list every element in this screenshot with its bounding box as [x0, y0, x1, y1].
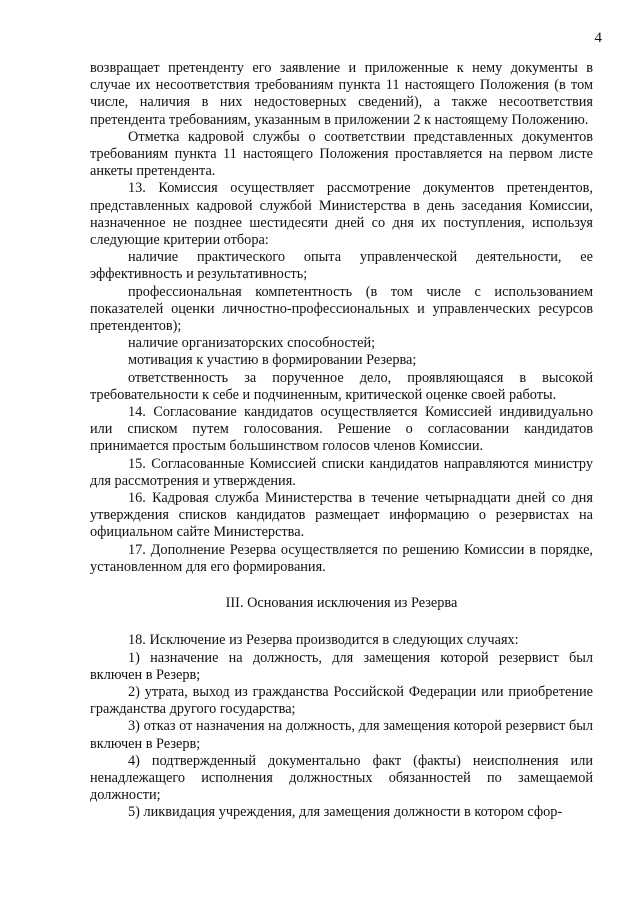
paragraph-15: 15. Согласованные Комиссией списки кандидатов направляются министру для рассмотрения и утверждения. — [90, 455, 593, 489]
page-number: 4 — [594, 30, 602, 46]
document-body — [90, 60, 593, 822]
exclusion-item-2: 2) утрата, выход из гражданства Российской Федерации или приобретение гражданства другого государства; — [90, 683, 593, 718]
exclusion-item-5: 5) ликвидация учреждения, для замещения должности в котором сфор- — [128, 804, 563, 821]
paragraph-returns-application: возвращает претенденту его заявление и приложенные к нему документы в случае их несоответствия требованиям пункта 11 настоящего Положения (в том числе, наличия в них недостоверных сведений), а также несоответствия претендента требованиям, указанным в приложении 2 к настоящему Положению. — [90, 60, 593, 128]
exclusion-item-1: 1) назначение на должность, для замещения которой резервист был включен в Резерв; — [90, 649, 593, 683]
paragraph-16: 16. Кадровая служба Министерства в течение четырнадцати дней со дня утверждения списков кандидатов размещает информацию о резервистах на официальном сайте Министерства. — [90, 490, 593, 541]
exclusion-item-3: 3) отказ от назначения на должность, для замещения которой резервист был включен в Резерв; — [90, 718, 593, 752]
criterion-organizational: наличие организаторских способностей; — [128, 335, 376, 352]
paragraph-hr-mark: Отметка кадровой службы о соответствии представленных документов требованиям пункта 11 настоящего Положения проставляется на первом листе анкеты претендента. — [90, 128, 593, 180]
paragraph-13: 13. Комиссия осуществляет рассмотрение документов претендентов, представленных кадровой службой Министерства в день заседания Комиссии, назначенное не позднее шестидесяти дней со дня их поступления, используя следующие критерии отбора: — [90, 180, 593, 249]
section-title: III. Основания исключения из Резерва — [225, 595, 458, 612]
criterion-competence: профессиональная компетентность (в том числе с использованием показателей оценки личностно-профессиональных и управленческих ресурсов претендентов); — [90, 283, 593, 335]
exclusion-item-4: 4) подтвержденный документально факт (факты) неисполнения или ненадлежащего исполнения должностных обязанностей по замещаемой должности; — [90, 752, 593, 804]
paragraph-14: 14. Согласование кандидатов осуществляется Комиссией индивидуально или списком путем голосования. Решение о согласовании кандидатов принимается простым большинством голосов членов Комиссии. — [90, 404, 593, 455]
criterion-experience: наличие практического опыта управленческой деятельности, ее эффективность и результативность; — [90, 249, 593, 283]
criterion-responsibility: ответственность за порученное дело, проявляющаяся в высокой требовательности к себе и подчиненным, критической оценке своей работы. — [90, 369, 593, 403]
paragraph-18: 18. Исключение из Резерва производится в следующих случаях: — [128, 632, 519, 649]
paragraph-17: 17. Дополнение Резерва осуществляется по решению Комиссии в порядке, установленном для его формирования. — [90, 541, 593, 575]
criterion-motivation: мотивация к участию в формировании Резерва; — [128, 352, 417, 369]
